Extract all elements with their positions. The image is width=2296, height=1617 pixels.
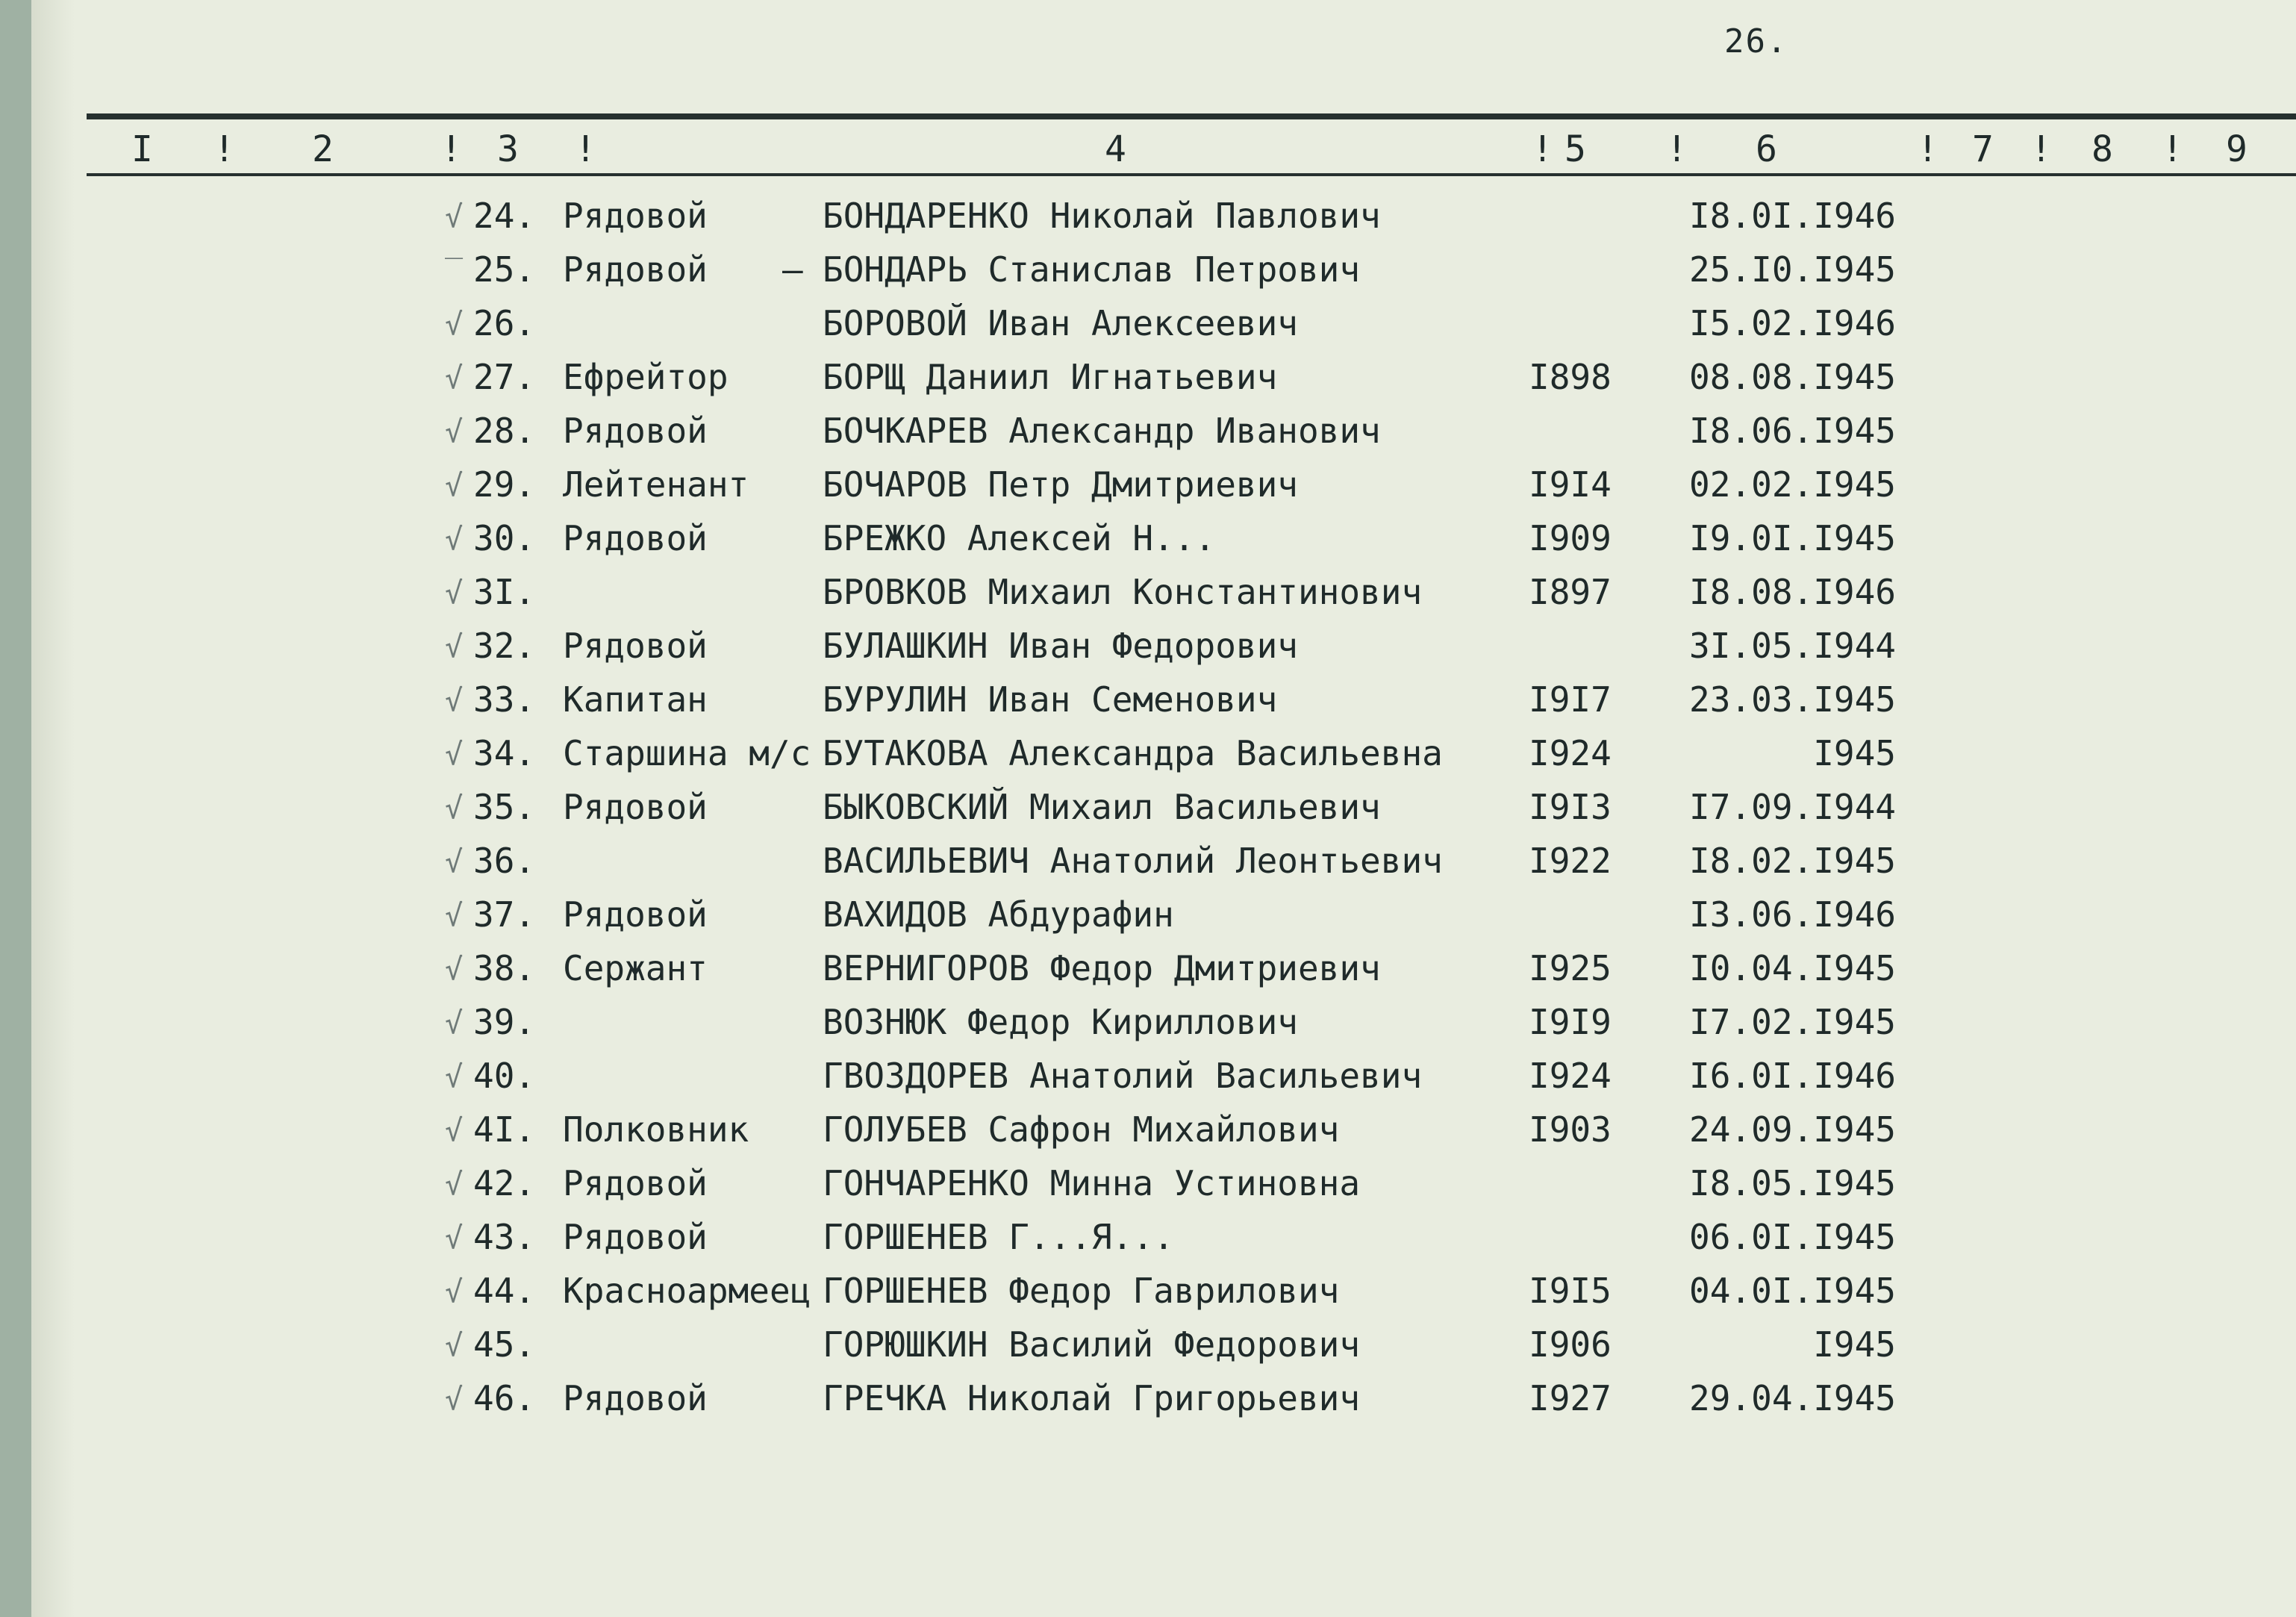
birth-year-cell: I9I4 — [1529, 464, 1612, 505]
table-row — [0, 1217, 2296, 1266]
birth-year-cell: I898 — [1529, 357, 1612, 397]
column-separator: ! — [1917, 128, 1938, 170]
name-cell: ВЕРНИГОРОВ Федор Дмитриевич — [823, 948, 1381, 988]
name-cell: ГОРШЕНЕВ Г...Я... — [823, 1217, 1174, 1257]
date-cell: I9.0I.I945 — [1689, 518, 1896, 558]
table-row — [0, 787, 2296, 836]
column-header-7: 7 — [1972, 128, 1994, 170]
table-row — [0, 626, 2296, 675]
check-mark: √ — [445, 899, 464, 933]
name-cell: БОЧКАРЕВ Александр Иванович — [823, 411, 1381, 451]
dash-mark: — — [782, 249, 803, 290]
row-number: 24. — [473, 196, 536, 236]
table-row — [0, 196, 2296, 245]
name-cell: БОНДАРЕНКО Николай Павлович — [823, 196, 1381, 236]
row-number: 32. — [473, 626, 536, 666]
date-cell: I8.0I.I946 — [1689, 196, 1896, 236]
check-mark: √ — [445, 953, 464, 987]
row-number: 26. — [473, 303, 536, 343]
row-number: 33. — [473, 679, 536, 720]
birth-year-cell: I906 — [1529, 1324, 1612, 1365]
rank-cell: Сержант — [563, 948, 708, 988]
table-row — [0, 1163, 2296, 1212]
date-cell: I945 — [1813, 733, 1896, 773]
check-mark: ‾ — [445, 254, 464, 288]
name-cell: ВАСИЛЬЕВИЧ Анатолий Леонтьевич — [823, 841, 1443, 881]
table-row — [0, 1271, 2296, 1320]
column-separator: ! — [2030, 128, 2052, 170]
date-cell: I8.06.I945 — [1689, 411, 1896, 451]
name-cell: БУЛАШКИН Иван Федорович — [823, 626, 1298, 666]
birth-year-cell: I924 — [1529, 733, 1612, 773]
table-row — [0, 518, 2296, 567]
rank-cell: Рядовой — [563, 626, 708, 666]
date-cell: I8.08.I946 — [1689, 572, 1896, 612]
rank-cell: Капитан — [563, 679, 708, 720]
rank-cell: Рядовой — [563, 1217, 708, 1257]
check-mark: √ — [445, 361, 464, 396]
check-mark: √ — [445, 415, 464, 449]
row-number: 27. — [473, 357, 536, 397]
row-number: 43. — [473, 1217, 536, 1257]
row-number: 25. — [473, 249, 536, 290]
name-cell: ВАХИДОВ Абдурафин — [823, 894, 1174, 935]
column-header-8: 8 — [2091, 128, 2113, 170]
check-mark: √ — [445, 738, 464, 772]
row-number: 46. — [473, 1378, 536, 1418]
table-row — [0, 357, 2296, 406]
table-row — [0, 249, 2296, 299]
column-separator: ! — [213, 128, 235, 170]
check-mark: √ — [445, 1006, 464, 1041]
column-header-4: 4 — [1105, 128, 1126, 170]
name-cell: ВОЗНЮК Федор Кириллович — [823, 1002, 1298, 1042]
name-cell: ГОРШЕНЕВ Федор Гаврилович — [823, 1271, 1340, 1311]
date-cell: 3I.05.I944 — [1689, 626, 1896, 666]
name-cell: БРОВКОВ Михаил Константинович — [823, 572, 1423, 612]
column-header-row — [87, 124, 2296, 172]
table-row — [0, 464, 2296, 514]
table-row — [0, 1324, 2296, 1374]
name-cell: БРЕЖКО Алексей Н... — [823, 518, 1216, 558]
date-cell: 02.02.I945 — [1689, 464, 1896, 505]
birth-year-cell: I909 — [1529, 518, 1612, 558]
row-number: 45. — [473, 1324, 536, 1365]
table-row — [0, 303, 2296, 352]
check-mark: √ — [445, 791, 464, 826]
birth-year-cell: I927 — [1529, 1378, 1612, 1418]
table-row — [0, 679, 2296, 729]
rank-cell: Рядовой — [563, 196, 708, 236]
rank-cell: Лейтенант — [563, 464, 749, 505]
table-row — [0, 572, 2296, 621]
birth-year-cell: I922 — [1529, 841, 1612, 881]
date-cell: 29.04.I945 — [1689, 1378, 1896, 1418]
date-cell: I8.02.I945 — [1689, 841, 1896, 881]
check-mark: √ — [445, 1168, 464, 1202]
name-cell: БОЧАРОВ Петр Дмитриевич — [823, 464, 1298, 505]
birth-year-cell: I9I7 — [1529, 679, 1612, 720]
rank-cell: Рядовой — [563, 249, 708, 290]
name-cell: ГОНЧАРЕНКО Минна Устиновна — [823, 1163, 1361, 1203]
name-cell: БУРУЛИН Иван Семенович — [823, 679, 1278, 720]
row-number: 36. — [473, 841, 536, 881]
check-mark: √ — [445, 1275, 464, 1309]
check-mark: √ — [445, 1221, 464, 1256]
rank-cell: Красноармеец — [563, 1271, 811, 1311]
rank-cell: Рядовой — [563, 411, 708, 451]
table-row — [0, 1378, 2296, 1427]
rank-cell: Рядовой — [563, 894, 708, 935]
check-mark: √ — [445, 1329, 464, 1363]
date-cell: I7.02.I945 — [1689, 1002, 1896, 1042]
check-mark: √ — [445, 684, 464, 718]
date-cell: I7.09.I944 — [1689, 787, 1896, 827]
date-cell: 24.09.I945 — [1689, 1109, 1896, 1150]
date-cell: 04.0I.I945 — [1689, 1271, 1896, 1311]
birth-year-cell: I924 — [1529, 1056, 1612, 1096]
column-header-5: 5 — [1565, 128, 1586, 170]
date-cell: I6.0I.I946 — [1689, 1056, 1896, 1096]
row-number: 30. — [473, 518, 536, 558]
date-cell: 08.08.I945 — [1689, 357, 1896, 397]
name-cell: БУТАКОВА Александра Васильевна — [823, 733, 1443, 773]
name-cell: БОНДАРЬ Станислав Петрович — [823, 249, 1361, 290]
check-mark: √ — [445, 200, 464, 234]
name-cell: БОРЩ Даниил Игнатьевич — [823, 357, 1278, 397]
table-row — [0, 894, 2296, 944]
name-cell: ГОРЮШКИН Василий Федорович — [823, 1324, 1361, 1365]
row-number: 35. — [473, 787, 536, 827]
row-number: 42. — [473, 1163, 536, 1203]
date-cell: 23.03.I945 — [1689, 679, 1896, 720]
column-separator: ! — [1666, 128, 1688, 170]
rank-cell: Полковник — [563, 1109, 749, 1150]
rank-cell: Рядовой — [563, 1378, 708, 1418]
rank-cell: Рядовой — [563, 1163, 708, 1203]
name-cell: БЫКОВСКИЙ Михаил Васильевич — [823, 787, 1381, 827]
date-cell: I8.05.I945 — [1689, 1163, 1896, 1203]
page-number: 26. — [1724, 22, 1788, 60]
table-row — [0, 1109, 2296, 1159]
birth-year-cell: I897 — [1529, 572, 1612, 612]
check-mark: √ — [445, 523, 464, 557]
check-mark: √ — [445, 630, 464, 664]
column-separator: ! — [2162, 128, 2183, 170]
column-header-2: 2 — [312, 128, 334, 170]
birth-year-cell: I9I3 — [1529, 787, 1612, 827]
column-header-6: 6 — [1756, 128, 1777, 170]
date-cell: I3.06.I946 — [1689, 894, 1896, 935]
table-row — [0, 733, 2296, 782]
name-cell: ГРЕЧКА Николай Григорьевич — [823, 1378, 1361, 1418]
rank-cell: Рядовой — [563, 518, 708, 558]
row-number: 38. — [473, 948, 536, 988]
check-mark: √ — [445, 576, 464, 611]
date-cell: I5.02.I946 — [1689, 303, 1896, 343]
table-row — [0, 948, 2296, 997]
check-mark: √ — [445, 1060, 464, 1094]
header-top-rule — [87, 113, 2296, 119]
date-cell: I0.04.I945 — [1689, 948, 1896, 988]
table-row — [0, 411, 2296, 460]
row-number: 34. — [473, 733, 536, 773]
row-number: 40. — [473, 1056, 536, 1096]
table-row — [0, 841, 2296, 890]
birth-year-cell: I9I9 — [1529, 1002, 1612, 1042]
check-mark: √ — [445, 469, 464, 503]
column-separator: ! — [440, 128, 462, 170]
check-mark: √ — [445, 308, 464, 342]
row-number: 3I. — [473, 572, 536, 612]
column-header-1: I — [131, 128, 153, 170]
row-number: 4I. — [473, 1109, 536, 1150]
date-cell: I945 — [1813, 1324, 1896, 1365]
row-number: 37. — [473, 894, 536, 935]
header-bottom-rule — [87, 173, 2296, 176]
row-number: 28. — [473, 411, 536, 451]
name-cell: ГВОЗДОРЕВ Анатолий Васильевич — [823, 1056, 1423, 1096]
row-number: 29. — [473, 464, 536, 505]
column-header-3: 3 — [497, 128, 519, 170]
row-number: 44. — [473, 1271, 536, 1311]
birth-year-cell: I9I5 — [1529, 1271, 1612, 1311]
rank-cell: Старшина м/с — [563, 733, 811, 773]
column-separator: ! — [1532, 128, 1553, 170]
row-number: 39. — [473, 1002, 536, 1042]
birth-year-cell: I925 — [1529, 948, 1612, 988]
birth-year-cell: I903 — [1529, 1109, 1612, 1150]
table-row — [0, 1002, 2296, 1051]
date-cell: 06.0I.I945 — [1689, 1217, 1896, 1257]
table-row — [0, 1056, 2296, 1105]
check-mark: √ — [445, 845, 464, 879]
column-separator: ! — [575, 128, 596, 170]
name-cell: БОРОВОЙ Иван Алексеевич — [823, 303, 1298, 343]
date-cell: 25.I0.I945 — [1689, 249, 1896, 290]
rank-cell: Ефрейтор — [563, 357, 729, 397]
check-mark: √ — [445, 1383, 464, 1417]
rank-cell: Рядовой — [563, 787, 708, 827]
name-cell: ГОЛУБЕВ Сафрон Михайлович — [823, 1109, 1340, 1150]
column-header-9: 9 — [2226, 128, 2247, 170]
check-mark: √ — [445, 1114, 464, 1148]
